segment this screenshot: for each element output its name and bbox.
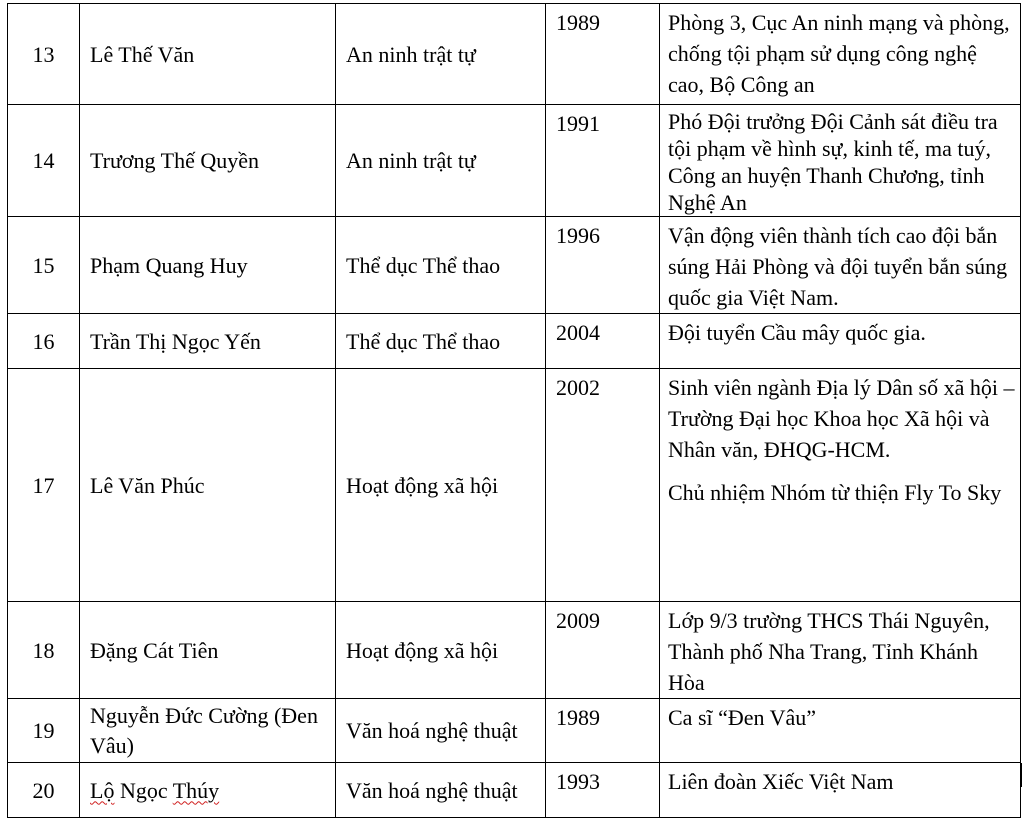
description-cell bbox=[660, 602, 1021, 699]
birth-year: 1989 bbox=[546, 4, 660, 105]
person-name: Trần Thị Ngọc Yến bbox=[80, 314, 336, 369]
text-cursor bbox=[1020, 763, 1022, 787]
table-row bbox=[8, 699, 1021, 763]
field-of-work: Văn hoá nghệ thuật bbox=[336, 763, 546, 818]
name-part: Ngọc bbox=[114, 777, 173, 803]
honoree-table bbox=[7, 3, 1021, 818]
description-cell bbox=[660, 217, 1021, 314]
description-cell bbox=[660, 4, 1021, 105]
spellcheck-word: Lộ bbox=[90, 777, 115, 803]
table-row bbox=[8, 105, 1021, 217]
person-name: Lê Thế Văn bbox=[80, 4, 336, 105]
person-name: Đặng Cát Tiên bbox=[80, 602, 336, 699]
person-name: Lê Văn Phúc bbox=[80, 369, 336, 602]
field-of-work: Hoạt động xã hội bbox=[336, 602, 546, 699]
description-cell bbox=[660, 763, 1021, 818]
table-row bbox=[8, 314, 1021, 369]
field-of-work: An ninh trật tự bbox=[336, 4, 546, 105]
row-number: 20 bbox=[8, 763, 80, 818]
birth-year: 1993 bbox=[546, 763, 660, 818]
field-of-work: Hoạt động xã hội bbox=[336, 369, 546, 602]
person-name: Trương Thế Quyền bbox=[80, 105, 336, 217]
person-name: Nguyễn Đức Cường (Đen Vâu) bbox=[80, 699, 336, 763]
table-row bbox=[8, 369, 1021, 602]
row-number: 13 bbox=[8, 4, 80, 105]
description: Ca sĩ “Đen Vâu” bbox=[668, 705, 817, 730]
row-number: 18 bbox=[8, 602, 80, 699]
row-number: 19 bbox=[8, 699, 80, 763]
description: Vận động viên thành tích cao đội bắn súng Hải Phòng và đội tuyển bắn súng quốc gia Việt Nam. bbox=[668, 223, 1008, 310]
description: Chủ nhiệm Nhóm từ thiện Fly To Sky bbox=[668, 480, 1002, 505]
person-name: Phạm Quang Huy bbox=[80, 217, 336, 314]
row-number: 14 bbox=[8, 105, 80, 217]
row-number: 16 bbox=[8, 314, 80, 369]
description-cell bbox=[660, 314, 1021, 369]
spellcheck-word: Thúy bbox=[172, 777, 220, 803]
person-name bbox=[80, 763, 336, 818]
birth-year: 1989 bbox=[546, 699, 660, 763]
description: Đội tuyển Cầu mây quốc gia. bbox=[668, 320, 926, 345]
field-of-work: Văn hoá nghệ thuật bbox=[336, 699, 546, 763]
table-row bbox=[8, 763, 1021, 818]
description-cell bbox=[660, 699, 1021, 763]
field-of-work: An ninh trật tự bbox=[336, 105, 546, 217]
description-cell bbox=[660, 369, 1021, 602]
description: Phó Đội trưởng Đội Cảnh sát điều tra tội phạm về hình sự, kinh tế, ma tuý, Công an huyện Thanh Chương, tỉnh Nghệ An bbox=[668, 109, 998, 215]
birth-year: 1991 bbox=[546, 105, 660, 217]
field-of-work: Thể dục Thể thao bbox=[336, 314, 546, 369]
row-number: 15 bbox=[8, 217, 80, 314]
birth-year: 2009 bbox=[546, 602, 660, 699]
description: Phòng 3, Cục An ninh mạng và phòng, chống tội phạm sử dụng công nghệ cao, Bộ Công an bbox=[668, 10, 1010, 97]
birth-year: 2004 bbox=[546, 314, 660, 369]
table-row bbox=[8, 217, 1021, 314]
description: Lớp 9/3 trường THCS Thái Nguyên, Thành phố Nha Trang, Tỉnh Khánh Hòa bbox=[668, 608, 990, 695]
table-row bbox=[8, 602, 1021, 699]
table-row bbox=[8, 4, 1021, 105]
description: Sinh viên ngành Địa lý Dân số xã hội – Trường Đại học Khoa học Xã hội và Nhân văn, ĐHQG-HCM. bbox=[668, 375, 1015, 462]
description-cell bbox=[660, 105, 1021, 217]
birth-year: 1996 bbox=[546, 217, 660, 314]
row-number: 17 bbox=[8, 369, 80, 602]
field-of-work: Thể dục Thể thao bbox=[336, 217, 546, 314]
birth-year: 2002 bbox=[546, 369, 660, 602]
description: Liên đoàn Xiếc Việt Nam bbox=[668, 769, 894, 794]
